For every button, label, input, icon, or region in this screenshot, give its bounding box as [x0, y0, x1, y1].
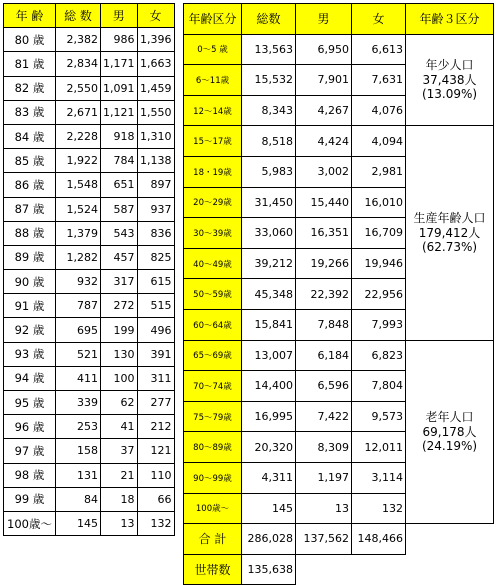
total-cell: 521: [56, 342, 101, 366]
total-cell: 15,841: [242, 309, 296, 340]
total-cell: 13,563: [242, 34, 296, 65]
table-header-row: [4, 4, 175, 28]
age-group-table: [183, 3, 494, 585]
male-cell: 16,351: [296, 218, 352, 249]
table-row: [4, 270, 175, 294]
total-label: 合 計: [184, 524, 242, 555]
total-cell: 8,343: [242, 95, 296, 126]
total-cell: 4,311: [242, 462, 296, 493]
age-group-cell: 75〜79歳: [184, 401, 242, 432]
table-row: [184, 126, 494, 157]
male-cell: 130: [101, 342, 138, 366]
total-cell: 253: [56, 415, 101, 439]
age-group-cell: 40〜49歳: [184, 248, 242, 279]
female-cell: 3,114: [352, 462, 406, 493]
group-name: 老年人口: [425, 410, 474, 425]
age-cell: 98 歳: [4, 463, 56, 487]
total-cell: 2,834: [56, 52, 101, 76]
table-header-row: [184, 4, 494, 35]
male-cell: 7,422: [296, 401, 352, 432]
female-cell: 836: [137, 221, 174, 245]
male-cell: 21: [101, 463, 138, 487]
female-cell: 16,010: [352, 187, 406, 218]
age-group-cell: 60〜64歳: [184, 309, 242, 340]
total-row: [184, 524, 494, 555]
female-cell: 825: [137, 245, 174, 269]
table-row: [184, 34, 494, 65]
table-row: [4, 245, 175, 269]
households-row: [184, 554, 494, 585]
female-cell: 391: [137, 342, 174, 366]
table-row: [4, 173, 175, 197]
age-cell: 91 歳: [4, 294, 56, 318]
female-cell: 615: [137, 270, 174, 294]
age-cell: 82 歳: [4, 76, 56, 100]
age-cell: 88 歳: [4, 221, 56, 245]
age-cell: 100歳〜: [4, 511, 56, 535]
male-cell: 4,424: [296, 126, 352, 157]
female-cell: 19,946: [352, 248, 406, 279]
male-cell: 272: [101, 294, 138, 318]
group-pct: (62.73%): [421, 240, 478, 255]
age-cell: 87 歳: [4, 197, 56, 221]
total-cell: 16,995: [242, 401, 296, 432]
total-cell: 2,550: [56, 76, 101, 100]
female-cell: 311: [137, 366, 174, 390]
total-cell: 932: [56, 270, 101, 294]
total-cell: 5,983: [242, 156, 296, 187]
male-cell: 918: [101, 124, 138, 148]
female-cell: 1,663: [137, 52, 174, 76]
total-cell: 145: [242, 493, 296, 524]
total-male-cell: 137,562: [296, 524, 352, 555]
age-group-cell: 20〜29歳: [184, 187, 242, 218]
age-group-cell: 12〜14歳: [184, 95, 242, 126]
female-cell: 1,396: [137, 28, 174, 52]
female-cell: 212: [137, 415, 174, 439]
male-cell: 457: [101, 245, 138, 269]
table-row: [4, 391, 175, 415]
male-cell: 18: [101, 487, 138, 511]
age-cell: 84 歳: [4, 124, 56, 148]
table-row: [4, 463, 175, 487]
group-name: 生産年齢人口: [413, 211, 486, 226]
empty-cell: [296, 554, 352, 585]
age-cell: 90 歳: [4, 270, 56, 294]
age-group-cell: 18・19歳: [184, 156, 242, 187]
female-cell: 6,823: [352, 340, 406, 371]
female-cell: 1,459: [137, 76, 174, 100]
empty-cell: [406, 524, 494, 555]
table-row: [4, 28, 175, 52]
male-cell: 3,002: [296, 156, 352, 187]
total-cell: 45,348: [242, 279, 296, 310]
table-row: [4, 511, 175, 535]
total-cell: 158: [56, 439, 101, 463]
male-cell: 1,171: [101, 52, 138, 76]
male-cell: 199: [101, 318, 138, 342]
female-cell: 1,138: [137, 149, 174, 173]
age-group-cell: 90〜99歳: [184, 462, 242, 493]
male-cell: 13: [101, 511, 138, 535]
header-male: 男: [296, 4, 352, 35]
female-cell: 1,310: [137, 124, 174, 148]
age-cell: 94 歳: [4, 366, 56, 390]
total-cell: 131: [56, 463, 101, 487]
male-cell: 317: [101, 270, 138, 294]
total-cell: 33,060: [242, 218, 296, 249]
male-cell: 6,950: [296, 34, 352, 65]
female-cell: 496: [137, 318, 174, 342]
table-row: [4, 415, 175, 439]
total-cell: 39,212: [242, 248, 296, 279]
header-age-group: 年齢区分: [184, 4, 242, 35]
table-row: [4, 221, 175, 245]
female-cell: 7,631: [352, 65, 406, 96]
total-cell: 695: [56, 318, 101, 342]
total-cell: 339: [56, 391, 101, 415]
age-cell: 97 歳: [4, 439, 56, 463]
age-group-cell: 80〜89歳: [184, 432, 242, 463]
total-cell: 31,450: [242, 187, 296, 218]
total-cell: 1,282: [56, 245, 101, 269]
male-cell: 15,440: [296, 187, 352, 218]
age-cell: 86 歳: [4, 173, 56, 197]
total-cell: 84: [56, 487, 101, 511]
households-value: 135,638: [242, 554, 296, 585]
male-cell: 100: [101, 366, 138, 390]
group-count: 37,438人: [422, 72, 477, 87]
female-cell: 4,094: [352, 126, 406, 157]
empty-cell: [352, 554, 406, 585]
total-cell: 8,518: [242, 126, 296, 157]
header-total: 総数: [242, 4, 296, 35]
male-cell: 651: [101, 173, 138, 197]
three-group-summary-cell: [406, 34, 494, 126]
male-cell: 19,266: [296, 248, 352, 279]
total-cell: 1,922: [56, 149, 101, 173]
total-cell: 1,379: [56, 221, 101, 245]
group-name: 年少人口: [425, 58, 474, 73]
female-cell: 7,804: [352, 371, 406, 402]
age-group-cell: 6〜11歳: [184, 65, 242, 96]
male-cell: 6,596: [296, 371, 352, 402]
male-cell: 8,309: [296, 432, 352, 463]
age-table-80-plus: [3, 3, 175, 536]
male-cell: 784: [101, 149, 138, 173]
age-group-cell: 65〜69歳: [184, 340, 242, 371]
header-three-groups: 年齢３区分: [406, 4, 494, 35]
total-cell: 411: [56, 366, 101, 390]
age-group-cell: 50〜59歳: [184, 279, 242, 310]
female-cell: 277: [137, 391, 174, 415]
age-group-cell: 100歳〜: [184, 493, 242, 524]
age-cell: 93 歳: [4, 342, 56, 366]
male-cell: 41: [101, 415, 138, 439]
age-cell: 89 歳: [4, 245, 56, 269]
female-cell: 12,011: [352, 432, 406, 463]
male-cell: 1,121: [101, 100, 138, 124]
female-cell: 9,573: [352, 401, 406, 432]
total-all-cell: 286,028: [242, 524, 296, 555]
female-cell: 7,993: [352, 309, 406, 340]
age-group-cell: 0〜5 歳: [184, 34, 242, 65]
age-cell: 80 歳: [4, 28, 56, 52]
male-cell: 7,848: [296, 309, 352, 340]
table-row: [4, 487, 175, 511]
total-cell: 787: [56, 294, 101, 318]
age-group-cell: 15〜17歳: [184, 126, 242, 157]
male-cell: 6,184: [296, 340, 352, 371]
group-count: 69,178人: [422, 424, 477, 439]
total-cell: 1,548: [56, 173, 101, 197]
total-cell: 13,007: [242, 340, 296, 371]
female-cell: 132: [352, 493, 406, 524]
female-cell: 1,550: [137, 100, 174, 124]
age-cell: 92 歳: [4, 318, 56, 342]
three-group-summary-cell: [406, 340, 494, 524]
age-group-cell: 70〜74歳: [184, 371, 242, 402]
male-cell: 1,197: [296, 462, 352, 493]
male-cell: 543: [101, 221, 138, 245]
header-total: 総 数: [56, 4, 101, 28]
table-row: [4, 294, 175, 318]
age-cell: 96 歳: [4, 415, 56, 439]
male-cell: 1,091: [101, 76, 138, 100]
total-cell: 14,400: [242, 371, 296, 402]
header-female: 女: [352, 4, 406, 35]
female-cell: 897: [137, 173, 174, 197]
age-cell: 95 歳: [4, 391, 56, 415]
group-count: 179,412人: [418, 225, 481, 240]
table-row: [4, 100, 175, 124]
age-cell: 99 歳: [4, 487, 56, 511]
female-cell: 937: [137, 197, 174, 221]
table-row: [4, 366, 175, 390]
table-row: [4, 149, 175, 173]
male-cell: 4,267: [296, 95, 352, 126]
male-cell: 7,901: [296, 65, 352, 96]
group-pct: (13.09%): [421, 87, 478, 102]
female-cell: 121: [137, 439, 174, 463]
total-cell: 2,228: [56, 124, 101, 148]
total-cell: 2,382: [56, 28, 101, 52]
empty-cell: [406, 554, 494, 585]
female-cell: 515: [137, 294, 174, 318]
table-row: [4, 197, 175, 221]
female-cell: 6,613: [352, 34, 406, 65]
male-cell: 986: [101, 28, 138, 52]
table-row: [184, 340, 494, 371]
female-cell: 2,981: [352, 156, 406, 187]
table-row: [4, 439, 175, 463]
male-cell: 587: [101, 197, 138, 221]
table-row: [4, 52, 175, 76]
total-cell: 15,532: [242, 65, 296, 96]
table-row: [4, 318, 175, 342]
age-cell: 85 歳: [4, 149, 56, 173]
age-group-cell: 30〜39歳: [184, 218, 242, 249]
female-cell: 16,709: [352, 218, 406, 249]
header-age: 年 齢: [4, 4, 56, 28]
male-cell: 62: [101, 391, 138, 415]
table-row: [4, 342, 175, 366]
male-cell: 22,392: [296, 279, 352, 310]
header-female: 女: [137, 4, 174, 28]
households-label: 世帯数: [184, 554, 242, 585]
female-cell: 22,956: [352, 279, 406, 310]
total-cell: 1,524: [56, 197, 101, 221]
total-cell: 2,671: [56, 100, 101, 124]
female-cell: 110: [137, 463, 174, 487]
age-cell: 81 歳: [4, 52, 56, 76]
three-group-summary-cell: [406, 126, 494, 340]
total-cell: 145: [56, 511, 101, 535]
table-row: [4, 76, 175, 100]
male-cell: 37: [101, 439, 138, 463]
total-cell: 20,320: [242, 432, 296, 463]
header-male: 男: [101, 4, 138, 28]
female-cell: 132: [137, 511, 174, 535]
female-cell: 4,076: [352, 95, 406, 126]
total-female-cell: 148,466: [352, 524, 406, 555]
table-row: [4, 124, 175, 148]
age-cell: 83 歳: [4, 100, 56, 124]
group-pct: (24.19%): [421, 439, 478, 453]
female-cell: 66: [137, 487, 174, 511]
male-cell: 13: [296, 493, 352, 524]
